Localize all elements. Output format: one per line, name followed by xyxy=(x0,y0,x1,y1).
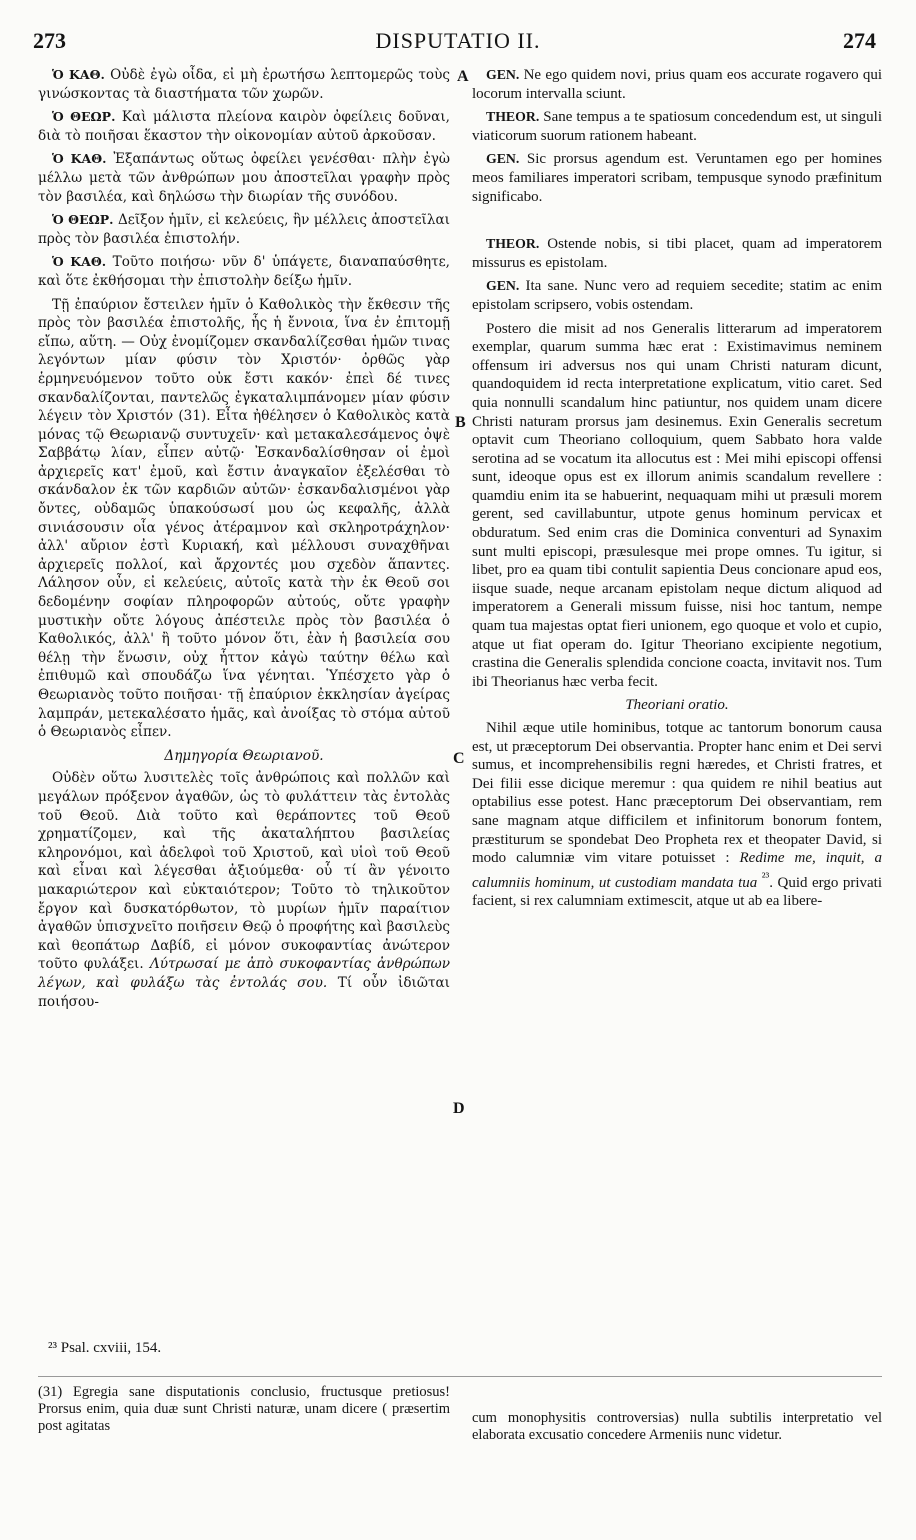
speaker-label: THEOR. xyxy=(486,109,540,125)
page-header xyxy=(0,28,916,62)
footnote-divider xyxy=(38,1376,882,1377)
footnote-text: cum monophysitis controversias) nulla subtilis interpretatio vel elaborata excusatio concedere Armeniis nunc videtur. xyxy=(472,1410,882,1443)
dialogue-text: Οὐδὲ ἐγὼ οἶδα, εἰ μὴ ἐρωτήσω λεπτομερῶς τοὺς γινώσκοντας τὰ διαστήματα τῶν χωρῶν. xyxy=(38,67,450,102)
latin-dialogue-3 xyxy=(472,150,882,206)
latin-narrative xyxy=(472,320,882,692)
scripture-quote: Redime me, inquit, a calumniis hominum, ut custodiam mandata tua xyxy=(472,850,882,891)
scripture-quote: Λύτρωσαί με ἀπὸ συκοφαντίας ἀνθρώπων λέγων, καὶ φυλάξω τὰς ἐντολάς σου. xyxy=(38,956,450,991)
speaker-label: THEOR. xyxy=(486,236,540,252)
speaker-label: GEN. xyxy=(486,67,520,82)
oration-text: Οὐδὲν οὕτω λυσιτελὲς τοῖς ἀνθρώποις καὶ πολλῶν καὶ μεγάλων πρόξενον ἀγαθῶν, ὡς τὸ φυλάττειν τὰς ἐντολὰς τοῦ Θεοῦ. Διὰ τοῦτο καὶ θεράποντες τοῦ Θεοῦ χρηματίζομεν, καὶ τῆς ἀκαταλήπτου βασιλείας κληρονόμοι, καὶ ἀδελφοὶ τοῦ Χριστοῦ, καὶ υἱοὶ τοῦ Θεοῦ καὶ εἶναι καὶ λέγεσθαι ἀξιούμεθα· οὗ τί ἂν γένοιτο μακαριώτερον καὶ εὐκταιότερον; Τοῦτο τὸ τηλικοῦτον ἔργον καὶ δυσκατόρθωτον, τὸ μυρίων ἡμῖν παραίτιον ἀγαθῶν ὑπισχνεῖτο ποιῆσειν Θεῷ ὁ προφήτης καὶ βασιλεὺς καὶ θεοπάτωρ Δαβίδ, εἰ μόνον συκοφαντίας ἀνώτερον τοῦτο φυλάξει. xyxy=(38,770,450,973)
page-number-right: 274 xyxy=(843,28,876,53)
greek-oration xyxy=(38,769,450,1011)
dialogue-text: Sane tempus a te spatiosum concedendum est, ut singuli viaticorum suorum rationem habeant. xyxy=(472,109,882,144)
latin-dialogue-2 xyxy=(472,108,882,145)
footnote-text: (31) Egregia sane disputationis conclusio, fructusque pretiosus! Prorsus enim, quia duæ sunt Christi naturæ, unam dicere ( præsertim post agitatas xyxy=(38,1384,450,1434)
greek-dialogue-3 xyxy=(38,150,450,206)
narrative-text: Postero die misit ad nos Generalis litterarum ad imperatorem exemplar, quarum summa hæc erat : Existimavimus neminem offensum iri adversus nos qui unam Christi naturam dicunt, quandoquidem id recta interpretatione explicatum, vitio caret. Sed quia nonnulli scandalum hinc patiuntur, nos quidem unam dicere Christi naturam prorsus jam desinemus. Exin Generalis secretum optavit cum Theoriano colloquium, quem Sabbato hora valde serotina ad se vocatum ita allocutus est : Mei mihi episcopi offensi sunt, ideoque opus est ex illorum animis scandalum revellere : quamdiu enim ita se habuerint, nequaquam mihi ut præsuli morem gerent, sed cavillabuntur, utpote genus hominum pervicax et obduratum. Sed enim cras die Dominica conventuri ad Synaxim sunt multi episcopi, præsulesque mei prope omnes. Tu igitur, si libet, pro ea quam tibi contulit sapientia Deus concionare apud eos, iisque suade, neque arcanam epistolam neque dictum aliquod ad imperatorem a Generali missum fuisse, nisi hoc tantum, nempe quam tua majestas optat fieri unionem, ego quoque et volo et cupio, atque ut fiat operam do. Igitur Theoriano excipiente negotium, crastina die Generalis splendida concione coacta, invitavit nos. Tum ibi Theorianus hæc verba fecit. xyxy=(472,320,882,690)
greek-dialogue-5 xyxy=(38,253,450,290)
margin-marker-c: C xyxy=(453,750,465,767)
dialogue-text: Τοῦτο ποιήσω· νῦν δ' ὑπάγετε, διαναπαύσθητε, καὶ ὅτε ἐκθήσομαι τὴν ἐπιστολὴν δείξω ἡμῖν. xyxy=(38,254,451,289)
latin-dialogue-5 xyxy=(472,277,882,314)
narrative-text: Τῇ ἐπαύριον ἔστειλεν ἡμῖν ὁ Καθολικὸς τὴν ἔκθεσιν τῆς πρὸς τὸν βασιλέα ἐπιστολῆς, ἧς ἡ ἔννοια, ἵνα ἐν ἐπιτομῇ εἴπω, αὕτη. — Οὐχ ἐνομίζομεν σκανδαλίζεσθαι ἡμῶν τινας λεγόντων μίαν φύσιν τὸν Χριστόν· ὀρθῶς γὰρ ἑρμηνευόμενον τοῦτο οὐκ ἔστι κακόν· ἐπεὶ δέ τινες σκανδαλίζονται, παντελῶς ἐγκαταλιμπάνομεν μίαν φύσιν λέγειν τὸν Χριστόν (31). Εἶτα ἠθέλησεν ὁ Καθολικὸς κατὰ μόνας τῷ Θεωριανῷ συντυχεῖν· καὶ μετακαλεσάμενος ὀψὲ Σαββάτῳ λίαν, εἶπεν αὐτῷ· Ἐσκανδαλίσθησαν οἱ ἐμοὶ ἀρχιερεῖς κατ' ἐμοῦ, καὶ ἔστιν ἀναγκαῖον ἐξελέσθαι τὸ σκάνδαλον ἐκ τῶν καρδιῶν αὐτῶν· ἐσκανδαλισμένοι γὰρ ὄντες, οὐδαμῶς ὑπακούσωσί μου ὡς κεφαλῆς, ἀλλὰ σινιάσουσιν οἷα γένος ἀτέραμνον καὶ σκληροτράχηλον· ἀλλ' αὔριον ἐστὶ Κυριακή, καὶ μέλλουσι συναχθῆναι ἀρχιερεῖς πολλοί, καὶ ἄρχοντές μου σχεδὸν ἅπαντες. Λάλησον οὖν, εἰ κελεύεις, αὐτοῖς κατὰ τὴν ἐκ Θεοῦ σοι δεδομένην σοφίαν πληροφορῶν αὐτούς, οὔτε γραφὴν μυστικὴν οὔτε λόγους ἀπέστειλε πρὸς τὸν βασιλέα ὁ Καθολικός, ἀλλ' ἢ τοῦτο μόνον ὅτι, ἐὰν ἡ βασιλεία σου θέλῃ τὴν ἕνωσιν, οὐχ ἧττον κἀγὼ ταύτην θέλω καὶ ἐπιθυμῶ καὶ σπουδάζω ἵνα γένηται. Ὑπέσχετο γὰρ ὁ Θεωριανὸς τοῦτο ποιῆσαι· τῇ ἐπαύριον ἐκκλησίαν ἀγείρας λαμπράν, μετεκαλέσατο ἡμᾶς, καὶ ἀνοίξας τὸ στόμα αὐτοῦ ὁ Θεωριανὸς εἶπεν. xyxy=(38,296,450,741)
footnote-31-right xyxy=(472,1410,882,1444)
oration-tail: . Quid ergo privati facient, si rex calumniam extimescit, atque ut ab ea libere- xyxy=(472,874,882,910)
speaker-label: Ὁ ΚΑΘ. xyxy=(52,151,107,167)
dialogue-text: Ita sane. Nunc vero ad requiem secedite; statim ac enim epistolam scripsero, vobis ostendam. xyxy=(472,278,882,313)
speaker-label: Ὁ ΘΕΩΡ. xyxy=(52,212,114,228)
latin-oration-heading: Theoriani oratio. xyxy=(625,697,729,714)
dialogue-text: Δεῖξον ἡμῖν, εἰ κελεύεις, ἣν μέλλεις ἀποστεῖλαι πρὸς τὸν βασιλέα ἐπιστολήν. xyxy=(38,212,451,247)
footnote-reference: ²³ xyxy=(761,869,770,884)
page-number-left: 273 xyxy=(33,28,66,53)
latin-column xyxy=(472,66,882,916)
latin-dialogue-1 xyxy=(472,66,882,103)
dialogue-text: Sic prorsus agendum est. Veruntamen ego per homines meos familiares imperatori scribam, tempusque synodo præfinitum significabo. xyxy=(472,151,883,205)
greek-dialogue-4 xyxy=(38,211,450,248)
oration-tail: Τί οὖν ἰδιῶται ποιήσου- xyxy=(38,974,450,1010)
dialogue-text: Ostende nobis, si tibi placet, quam ad imperatorem missurus es epistolam. xyxy=(472,236,882,271)
margin-marker-a: A xyxy=(457,68,469,85)
speaker-label: Ὁ ΚΑΘ. xyxy=(52,254,107,270)
latin-dialogue-4 xyxy=(472,235,882,272)
margin-marker-d: D xyxy=(453,1100,465,1117)
dialogue-text: Ne ego quidem novi, prius quam eos accurate rogavero qui locorum intervalla sciunt. xyxy=(472,67,882,102)
greek-column xyxy=(38,66,450,1016)
greek-dialogue-2 xyxy=(38,108,450,145)
running-title: DISPUTATIO II. xyxy=(375,28,541,53)
speaker-label: Ὁ ΚΑΘ. xyxy=(52,67,105,82)
footnote-verse-reference: ²³ Psal. cxviii, 154. xyxy=(48,1340,162,1356)
greek-dialogue-1 xyxy=(38,66,450,103)
speaker-label: GEN. xyxy=(486,151,520,167)
speaker-label: GEN. xyxy=(486,278,520,294)
dialogue-text: Ἐξαπάντως οὕτως ὀφείλει γενέσθαι· πλὴν ἐγὼ μέλλω μετὰ τῶν ἀνθρώπων μου ἀποστεῖλαι γραφὴν πρὸς τὸν βασιλέα, καὶ δηλώσω τὴν διωρίαν τῆς συνόδου. xyxy=(38,151,450,205)
dialogue-text: Καὶ μάλιστα πλείονα καιρὸν ὀφείλεις δοῦναι, διὰ τὸ ποιῆσαι ἕκαστον τὴν οἰκονομίαν αὐτοῦ ἀρκοῦσαν. xyxy=(38,109,451,144)
margin-marker-b: B xyxy=(455,414,466,431)
greek-narrative xyxy=(38,296,450,742)
speaker-label: Ὁ ΘΕΩΡ. xyxy=(52,109,116,125)
greek-oration-heading: Δημηγορία Θεωριανοῦ. xyxy=(164,747,324,764)
column-gap xyxy=(472,211,882,235)
oration-text: Nihil æque utile hominibus, totque ac tantorum bonorum causa est, ut præceptorum Dei observantia. Propter hanc enim et Dei servi sumus, et incomprehensibilis regni hæredes, et Christi fratres, et Dei filii esse dicique meremur : qua quidem re nihil beatius aut optabilius esse potest. Hanc præceptorum Dei observantiam, rem sane magnam atque difficilem et infinitorum bonorum fontem, præstiturum se spondebat Deo Propheta rex et theopater David, si modo calumniæ vim vitare potuisset : xyxy=(472,720,882,867)
footnote-31-left xyxy=(38,1384,450,1435)
latin-oration xyxy=(472,719,882,911)
